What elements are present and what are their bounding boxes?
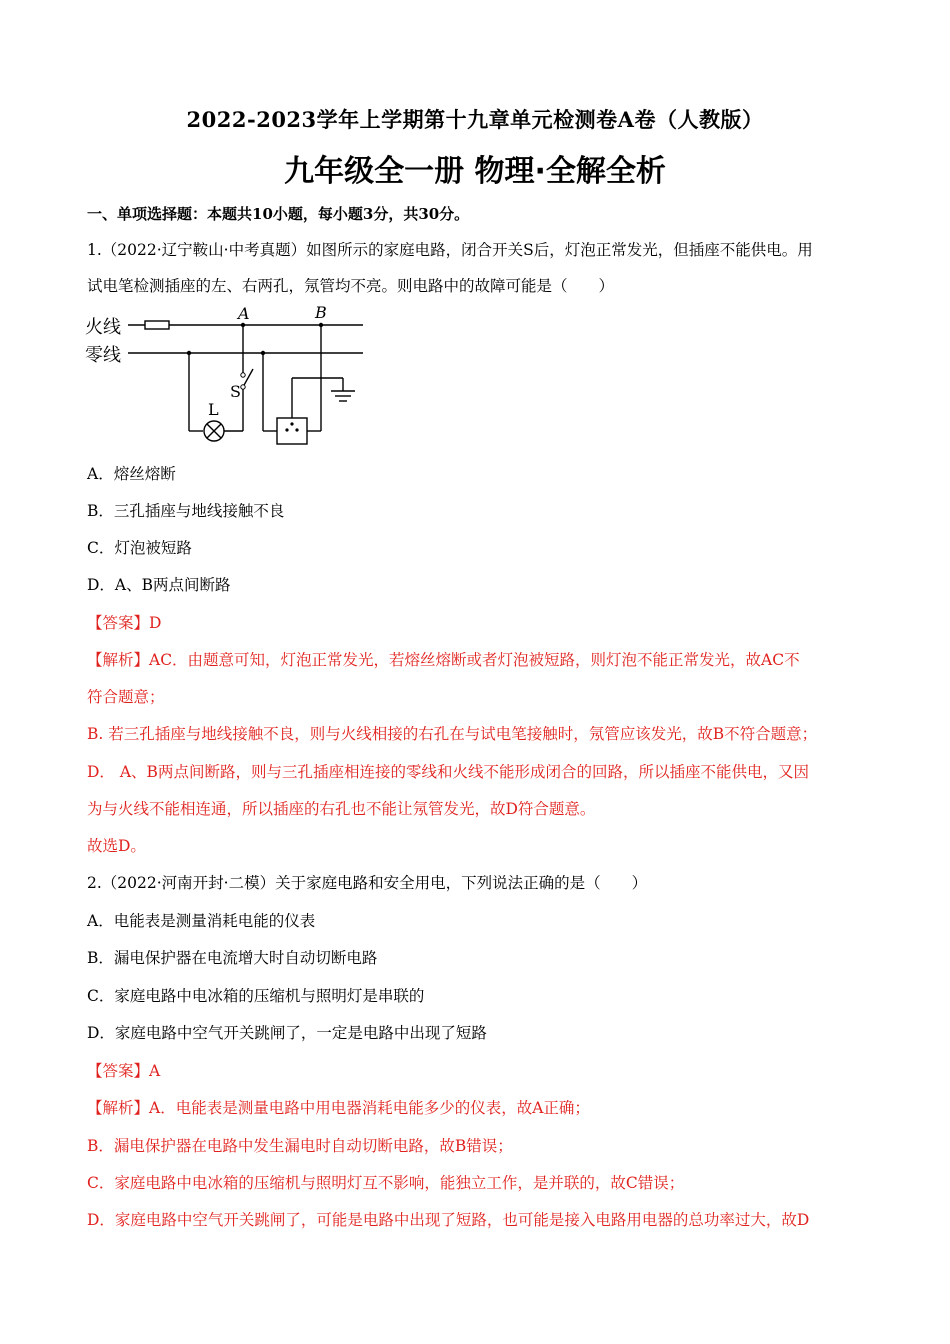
q2-option-b: B．漏电保护器在电流增大时自动切断电路 — [87, 949, 378, 967]
document-title: 2022-2023学年上学期第十九章单元检测卷A卷（人教版） — [186, 107, 764, 132]
q1-stem-line2: 试电笔检测插座的左、右两孔，氖管均不亮。则电路中的故障可能是（ ） — [87, 277, 615, 295]
live-wire-label: 火线 — [85, 317, 121, 338]
q1-option-c: C．灯泡被短路 — [87, 539, 192, 557]
q1-option-b: B．三孔插座与地线接触不良 — [87, 502, 285, 520]
q2-stem: 2.（2022·河南开封·二模）关于家庭电路和安全用电，下列说法正确的是（ ） — [87, 874, 648, 892]
q2-analysis-line3: C．家庭电路中电冰箱的压缩机与照明灯互不影响，能独立工作，是并联的，故C错误； — [87, 1174, 685, 1192]
section-heading: 一、单项选择题：本题共10小题，每小题3分，共30分。 — [87, 205, 470, 223]
q2-analysis-line2: B．漏电保护器在电路中发生漏电时自动切断电路，故B错误； — [87, 1137, 513, 1155]
q1-analysis-line4: D． A、B两点间断路，则与三孔插座相连接的零线和火线不能形成闭合的回路，所以插座不能供电，又因 — [87, 763, 809, 781]
q1-option-a: A．熔丝熔断 — [87, 465, 176, 483]
q2-option-c: C．家庭电路中电冰箱的压缩机与照明灯是串联的 — [87, 987, 425, 1005]
q1-analysis-line3: B. 若三孔插座与地线接触不良，则与火线相接的右孔在与试电笔接触时，氖管应该发光，故B不符合题意； — [87, 725, 818, 743]
q2-analysis-line1: 【解析】A．电能表是测量电路中用电器消耗电能多少的仪表，故A正确； — [87, 1099, 590, 1117]
lamp-label: L — [208, 400, 219, 419]
q1-option-d: D．A、B两点间断路 — [87, 576, 231, 594]
q1-analysis-line1: 【解析】AC．由题意可知，灯泡正常发光，若熔丝熔断或者灯泡被短路，则灯泡不能正常发光，故AC不 — [87, 651, 800, 669]
circuit-diagram — [85, 302, 385, 452]
q2-option-d: D．家庭电路中空气开关跳闸了，一定是电路中出现了短路 — [87, 1024, 487, 1042]
neutral-wire-label: 零线 — [85, 345, 121, 366]
q2-answer: 【答案】A — [87, 1062, 161, 1080]
q1-analysis-line2: 符合题意； — [87, 688, 165, 706]
q1-answer: 【答案】D — [87, 614, 162, 632]
q2-option-a: A．电能表是测量消耗电能的仪表 — [87, 912, 316, 930]
switch-label: S — [230, 382, 241, 401]
q1-analysis-line6: 故选D。 — [87, 837, 146, 855]
q1-analysis-line5: 为与火线不能相连通，所以插座的右孔也不能让氖管发光，故D符合题意。 — [87, 800, 596, 818]
point-b-label: B — [315, 303, 327, 322]
q2-analysis-line4: D．家庭电路中空气开关跳闸了，可能是电路中出现了短路，也可能是接入电路用电器的总功率过大，故D — [87, 1211, 810, 1229]
point-a-label: A — [238, 304, 250, 323]
fuse-icon — [145, 321, 169, 329]
document-subtitle: 九年级全一册 物理·全解全析 — [284, 154, 666, 189]
q1-stem-line1: 1.（2022·辽宁鞍山·中考真题）如图所示的家庭电路，闭合开关S后，灯泡正常发光，但插座不能供电。用 — [87, 241, 813, 259]
switch-icon — [243, 369, 253, 387]
socket-icon — [277, 418, 307, 444]
